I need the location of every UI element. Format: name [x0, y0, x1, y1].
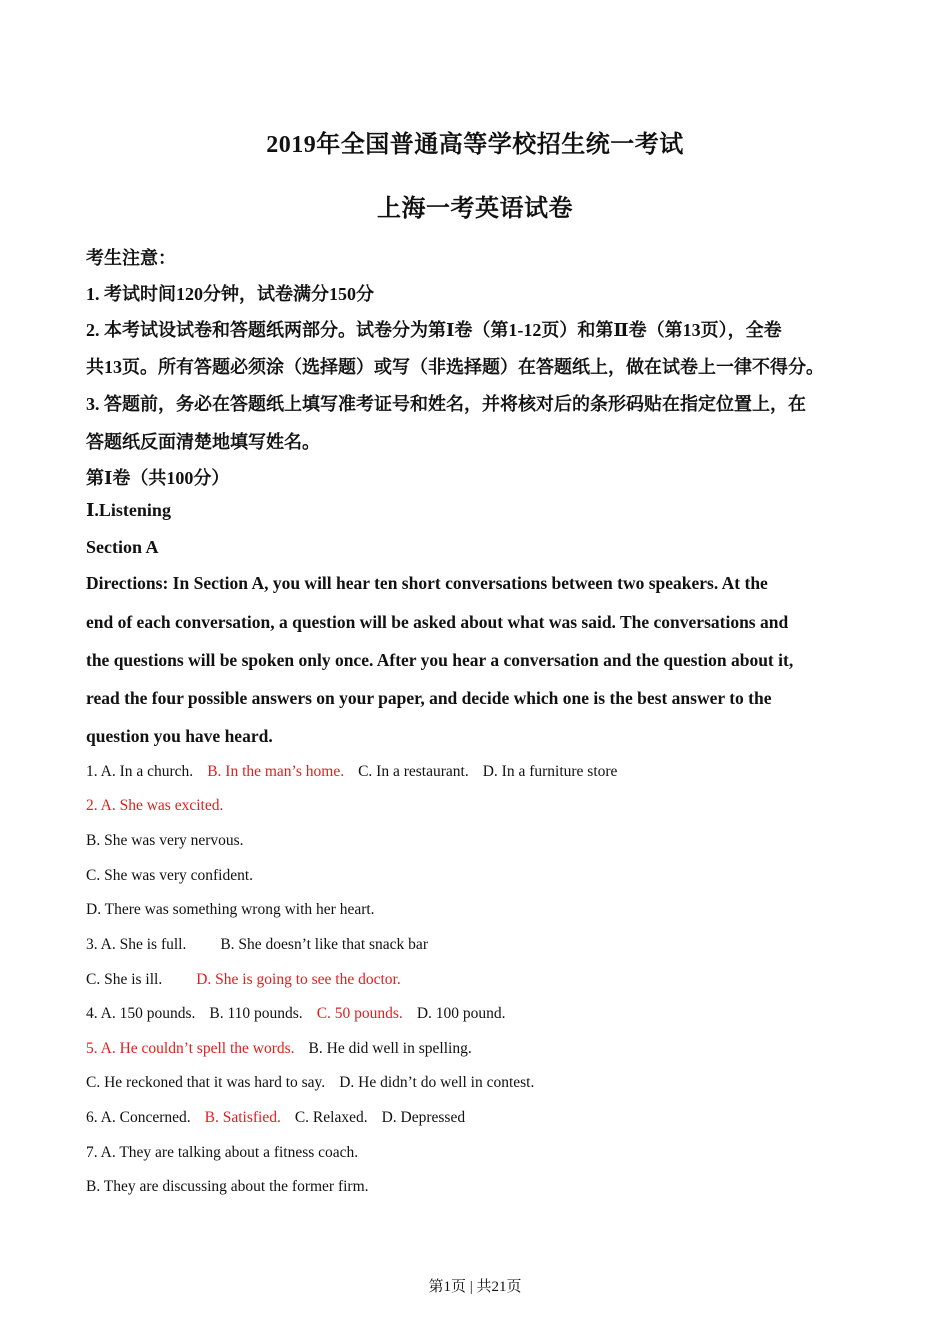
question-number: 4. [86, 1005, 101, 1022]
question-number: 3. [86, 936, 101, 953]
option-c: C. She is ill. [86, 971, 163, 988]
option-d-answer: D. She is going to see the doctor. [196, 971, 401, 988]
option-b: B. He did well in spelling. [308, 1040, 472, 1057]
question-2 [86, 797, 223, 815]
question-4 [86, 1005, 506, 1023]
question-3 [86, 936, 428, 954]
question-number: 1. [86, 763, 101, 780]
notice-item-2b: 共13页。所有答题必须涂（选择题）或写（非选择题）在答题纸上，做在试卷上一律不得分。 [86, 357, 824, 377]
section-a-heading: Section A [86, 537, 159, 557]
option-d: D. In a furniture store [482, 763, 618, 780]
option-b: B. They are discussing about the former firm. [86, 1178, 369, 1195]
question-number: 5. [86, 1040, 101, 1057]
question-number: 7. [86, 1144, 101, 1161]
listening-heading: Ⅰ.Listening [86, 500, 171, 520]
directions-line: Directions: In Section A, you will hear ten short conversations between two speakers. At the [86, 573, 768, 593]
option-a: A. Concerned. [100, 1109, 191, 1126]
option-b: B. She was very nervous. [86, 832, 244, 849]
option-c: C. She was very confident. [86, 867, 254, 884]
option-b: B. She doesn’t like that snack bar [220, 936, 428, 953]
option-b-answer: B. Satisfied. [204, 1109, 281, 1126]
option-a-answer: A. She was excited. [100, 797, 224, 814]
notice-item-3a: 3. 答题前，务必在答题纸上填写准考证号和姓名，并将核对后的条形码贴在指定位置上，在 [86, 394, 806, 414]
question-3-cd [86, 971, 401, 989]
option-d: D. He didn’t do well in contest. [339, 1074, 535, 1091]
option-a: A. 150 pounds. [100, 1005, 196, 1022]
option-c: C. Relaxed. [294, 1109, 368, 1126]
question-7 [86, 1144, 358, 1162]
question-number: 2. [86, 797, 101, 814]
part1-heading: 第Ⅰ卷（共100分） [86, 468, 230, 488]
option-b-answer: B. In the man’s home. [207, 763, 345, 780]
option-a: A. In a church. [100, 763, 194, 780]
notice-item-2a: 2. 本考试设试卷和答题纸两部分。试卷分为第Ⅰ卷（第1-12页）和第Ⅱ卷（第13页），全卷 [86, 320, 782, 340]
option-d: D. Depressed [381, 1109, 466, 1126]
exam-subtitle: 上海一考英语试卷 [377, 196, 573, 222]
notice-item-3b: 答题纸反面清楚地填写姓名。 [86, 432, 320, 452]
option-d: D. 100 pound. [416, 1005, 506, 1022]
directions-line: the questions will be spoken only once. After you hear a conversation and the question about it, [86, 650, 794, 670]
exam-title: 2019年全国普通高等学校招生统一考试 [266, 132, 684, 158]
question-5-cd [86, 1074, 534, 1092]
option-b: B. 110 pounds. [209, 1005, 303, 1022]
option-c-answer: C. 50 pounds. [316, 1005, 403, 1022]
directions-line: question you have heard. [86, 726, 273, 746]
notice-item-1: 1. 考试时间120分钟，试卷满分150分 [86, 284, 374, 304]
option-c: C. He reckoned that it was hard to say. [86, 1074, 326, 1091]
question-5 [86, 1040, 472, 1058]
option-d: D. There was something wrong with her heart. [86, 901, 375, 918]
question-6 [86, 1109, 465, 1127]
option-a: A. They are talking about a fitness coach. [100, 1144, 359, 1161]
directions-line: read the four possible answers on your paper, and decide which one is the best answer to the [86, 688, 772, 708]
directions-line: end of each conversation, a question will be asked about what was said. The conversations and [86, 612, 789, 632]
page-footer: 第1页 | 共21页 [428, 1279, 522, 1295]
notice-heading: 考生注意： [86, 248, 176, 268]
option-a: A. She is full. [100, 936, 187, 953]
option-a-answer: A. He couldn’t spell the words. [100, 1040, 295, 1057]
question-1 [86, 763, 617, 781]
question-number: 6. [86, 1109, 101, 1126]
option-c: C. In a restaurant. [358, 763, 469, 780]
